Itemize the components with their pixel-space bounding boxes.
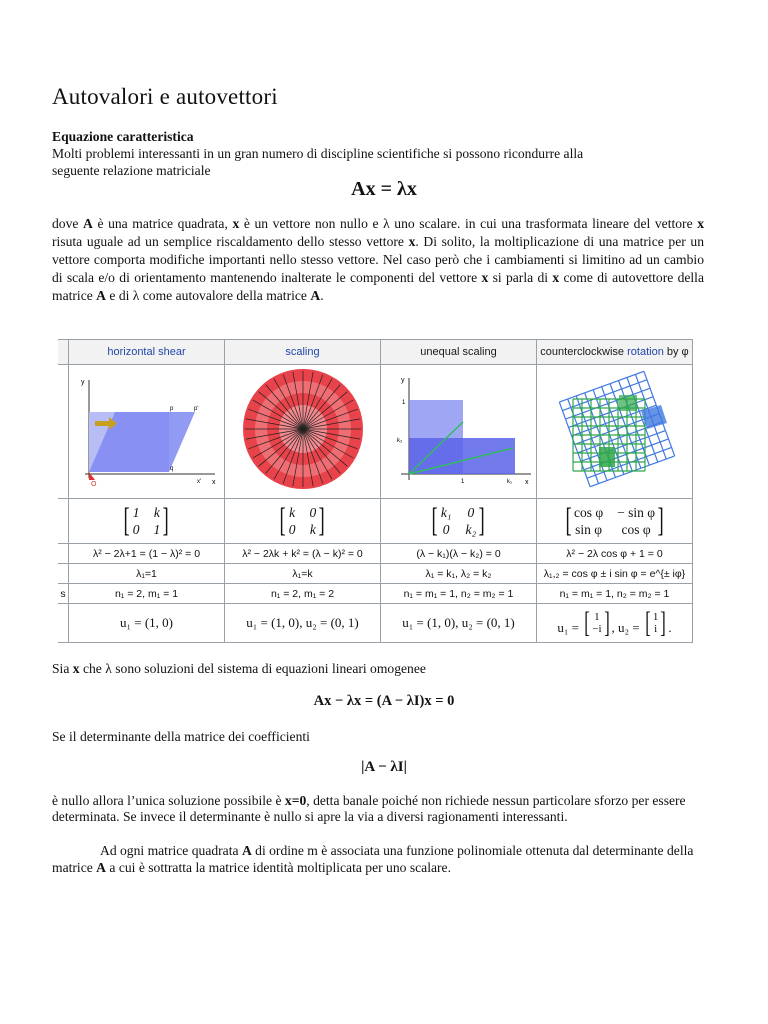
eigenvalues-scaling: λ₁=k xyxy=(225,564,381,584)
p-label: p xyxy=(169,406,173,412)
eigenvalues-unequal: λ₁ = k₁, λ₂ = k₂ xyxy=(381,564,537,584)
eigenvectors-rotation: u₁ = [ 1 −i ] , u₂ = [ 1 i ] . xyxy=(537,604,693,643)
section-heading: Equazione caratteristica xyxy=(52,129,194,144)
y-label: y xyxy=(80,379,84,386)
eigenvectors-shear: u₁ = (1, 0) xyxy=(69,604,225,643)
header-unequal-scaling: unequal scaling xyxy=(381,340,537,365)
blue-grid xyxy=(559,371,674,486)
document-title: Autovalori e autovettori xyxy=(52,84,278,109)
scaling-diagram-cell xyxy=(225,365,381,499)
char-poly-unequal: (λ − k₁)(λ − k₂) = 0 xyxy=(381,544,537,564)
eigenvalues-rotation: λ₁,₂ = cos φ ± i sin φ = e^{± iφ} xyxy=(537,564,693,584)
green-block xyxy=(599,447,615,467)
x-label: x xyxy=(211,479,215,486)
y-label: y xyxy=(400,377,404,384)
one-x-label: 1 xyxy=(460,479,464,485)
paragraph-system: Sia x che λ sono soluzioni del sistema di equazioni lineari omogenee xyxy=(52,661,426,676)
one-y-label: 1 xyxy=(401,400,405,406)
scaled-rectangle xyxy=(409,438,515,474)
unequal-scaling-diagram xyxy=(385,370,533,488)
rotation-matrix: [ cos φ − sin φ sin φ cos φ ] xyxy=(537,499,693,544)
paragraph-characteristic-polynomial: Ad ogni matrice quadrata A di ordine m è associata una funzione polinomiale ottenuta dal determinante della matrice A a cui è sottratta la matrice identità moltiplicata per uno scalare. xyxy=(52,843,694,875)
multiplicity-rotation: n₁ = m₁ = 1, n₂ = m₂ = 1 xyxy=(537,584,693,604)
paragraph-definition: dove A è una matrice quadrata, x è un vettore non nullo e λ uno scalare. in cui una trasformata lineare del vettore x risuta uguale ad un semplice riscaldamento dello stesso vettore x. Di solito, la moltiplicazione di una matrice per un vettore comporta modifiche importanti nello stesso vettore. Nel caso però che i cambiamenti si limitino ad un cambio di scala e/o di orientamento mantenendo inalterate le componenti del vettore x si parla di x come di autovettore della matrice A e di λ come autovalore della matrice A. xyxy=(52,216,705,303)
rotation-diagram-cell xyxy=(537,365,693,499)
shear-diagram-cell xyxy=(69,365,225,499)
rotated-grid xyxy=(559,371,674,486)
transformation-table xyxy=(58,339,693,643)
eigenvalues-shear: λ₁=1 xyxy=(69,564,225,584)
x-prime-label: x' xyxy=(196,479,201,485)
intro-line-2: seguente relazione matriciale xyxy=(52,163,211,178)
determinant-expression: |A − λI| xyxy=(361,759,407,775)
main-equation: Ax = λx xyxy=(351,178,417,200)
eigenvectors-scaling: u₁ = (1, 0), u₂ = (0, 1) xyxy=(225,604,381,643)
left-marker: s xyxy=(58,584,69,604)
left-column-cell xyxy=(58,340,69,365)
header-rotation: counterclockwise rotation by φ xyxy=(537,340,693,365)
paragraph-determinant: Se il determinante della matrice dei coefficienti xyxy=(52,729,310,744)
scaling-diagram xyxy=(233,366,373,492)
shear-matrix: [ 1 k 0 1 ] xyxy=(69,499,225,544)
multiplicity-shear: n₁ = 2, m₁ = 1 xyxy=(69,584,225,604)
eigenvectors-unequal: u₁ = (1, 0), u₂ = (0, 1) xyxy=(381,604,537,643)
x-label: x xyxy=(524,479,528,486)
char-poly-rotation: λ² − 2λ cos φ + 1 = 0 xyxy=(537,544,693,564)
shear-diagram xyxy=(73,370,221,488)
green-block-2 xyxy=(619,395,637,411)
header-horizontal-shear: horizontal shear xyxy=(69,340,225,365)
scaling-matrix: [ k 0 0 k ] xyxy=(225,499,381,544)
paragraph-trivial-solution: è nullo allora l’unica soluzione possibile è x=0, detta banale poiché non richiede nessun particolare sforzo per essere determinata. Se invece il determinante è nullo si apre la via a diversi ragionamenti interessanti. xyxy=(52,793,686,824)
homogeneous-equation: Ax − λx = (A − λI)x = 0 xyxy=(313,693,455,709)
k2-label: k₂ xyxy=(396,438,402,444)
q-label: q xyxy=(169,466,173,472)
char-poly-shear: λ² − 2λ+1 = (1 − λ)² = 0 xyxy=(69,544,225,564)
intro-line-1: Molti problemi interessanti in un gran numero di discipline scientifiche si possono ricondurre alla xyxy=(52,146,584,161)
rotation-diagram xyxy=(537,365,693,493)
origin-marker xyxy=(89,472,95,480)
arrow-shaft xyxy=(95,421,109,426)
header-scaling: scaling xyxy=(225,340,381,365)
k1-label: k₁ xyxy=(506,479,512,485)
origin-label: O xyxy=(90,481,96,488)
unequal-scaling-diagram-cell xyxy=(381,365,537,499)
multiplicity-unequal: n₁ = m₁ = 1, n₂ = m₂ = 1 xyxy=(381,584,537,604)
unequal-scaling-matrix: [ k₁ 0 0 k₂ ] xyxy=(381,499,537,544)
p-prime-label: p' xyxy=(193,406,198,412)
multiplicity-scaling: n₁ = 2, m₁ = 2 xyxy=(225,584,381,604)
char-poly-scaling: λ² − 2λk + k² = (λ − k)² = 0 xyxy=(225,544,381,564)
